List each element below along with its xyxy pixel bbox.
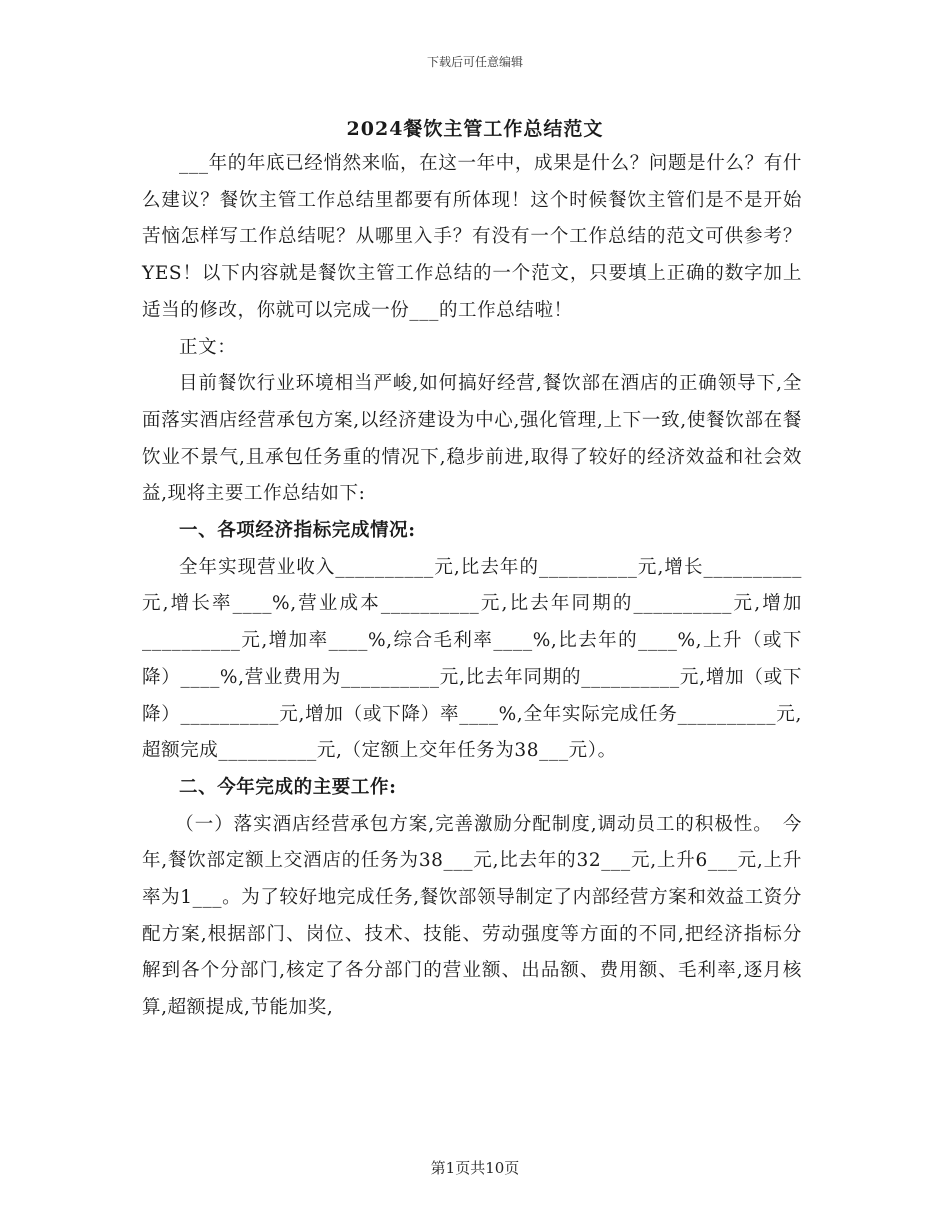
page-number: 第1页共10页 (430, 1159, 520, 1177)
indicators-paragraph: 全年实现营业收入__________元,比去年的__________元,增长__________元,增长率____%,营业成本__________元,比去年同期的__________元,增加__________元,增加率____%,综合毛利率____%,比去年的____%,上升（或下降）____%,营业费用为__________元,比去年同期的__________元,增加（或下降）__________元,增加（或下降）率____%,全年实际完成任务__________元,超额完成__________元,（定额上交年任务为38___元）。 (142, 556, 802, 762)
header-note: 下载后可任意编辑 (426, 55, 523, 69)
section-heading-1: 一、各项经济指标完成情况: (179, 520, 416, 542)
document-title: 2024餐饮主管工作总结范文 (346, 118, 604, 140)
intro-paragraph: ___年的年底已经悄然来临，在这一年中，成果是什么？问题是什么？有什么建议？餐饮主管工作总结里都要有所体现！这个时候餐饮主管们是不是开始苦恼怎样写工作总结呢？从哪里入手？有没有一个工作总结的范文可供参考？YES！以下内容就是餐饮主管工作总结的一个范文，只要填上正确的数字加上适当的修改，你就可以完成一份___的工作总结啦！ (142, 153, 802, 321)
section-heading-2: 二、今年完成的主要工作: (179, 776, 397, 798)
body-label: 正文： (179, 336, 237, 358)
overview-paragraph: 目前餐饮行业环境相当严峻,如何搞好经营,餐饮部在酒店的正确领导下,全面落实酒店经营承包方案,以经济建设为中心,强化管理,上下一致,使餐饮部在餐饮业不景气,且承包任务重的情况下,稳步前进,取得了较好的经济效益和社会效益,现将主要工作总结如下: (142, 373, 802, 505)
document-body (142, 146, 802, 1027)
work-item-1-paragraph: （一）落实酒店经营承包方案,完善激励分配制度,调动员工的积极性。 今年,餐饮部定额上交酒店的任务为38___元,比去年的32___元,上升6___元,上升率为1___。为了较好地完成任务,餐饮部领导制定了内部经营方案和效益工资分配方案,根据部门、岗位、技术、技能、劳动强度等方面的不同,把经济指标分解到各个分部门,核定了各分部门的营业额、出品额、费用额、毛利率,逐月核算,超额提成,节能加奖, (142, 813, 802, 1019)
